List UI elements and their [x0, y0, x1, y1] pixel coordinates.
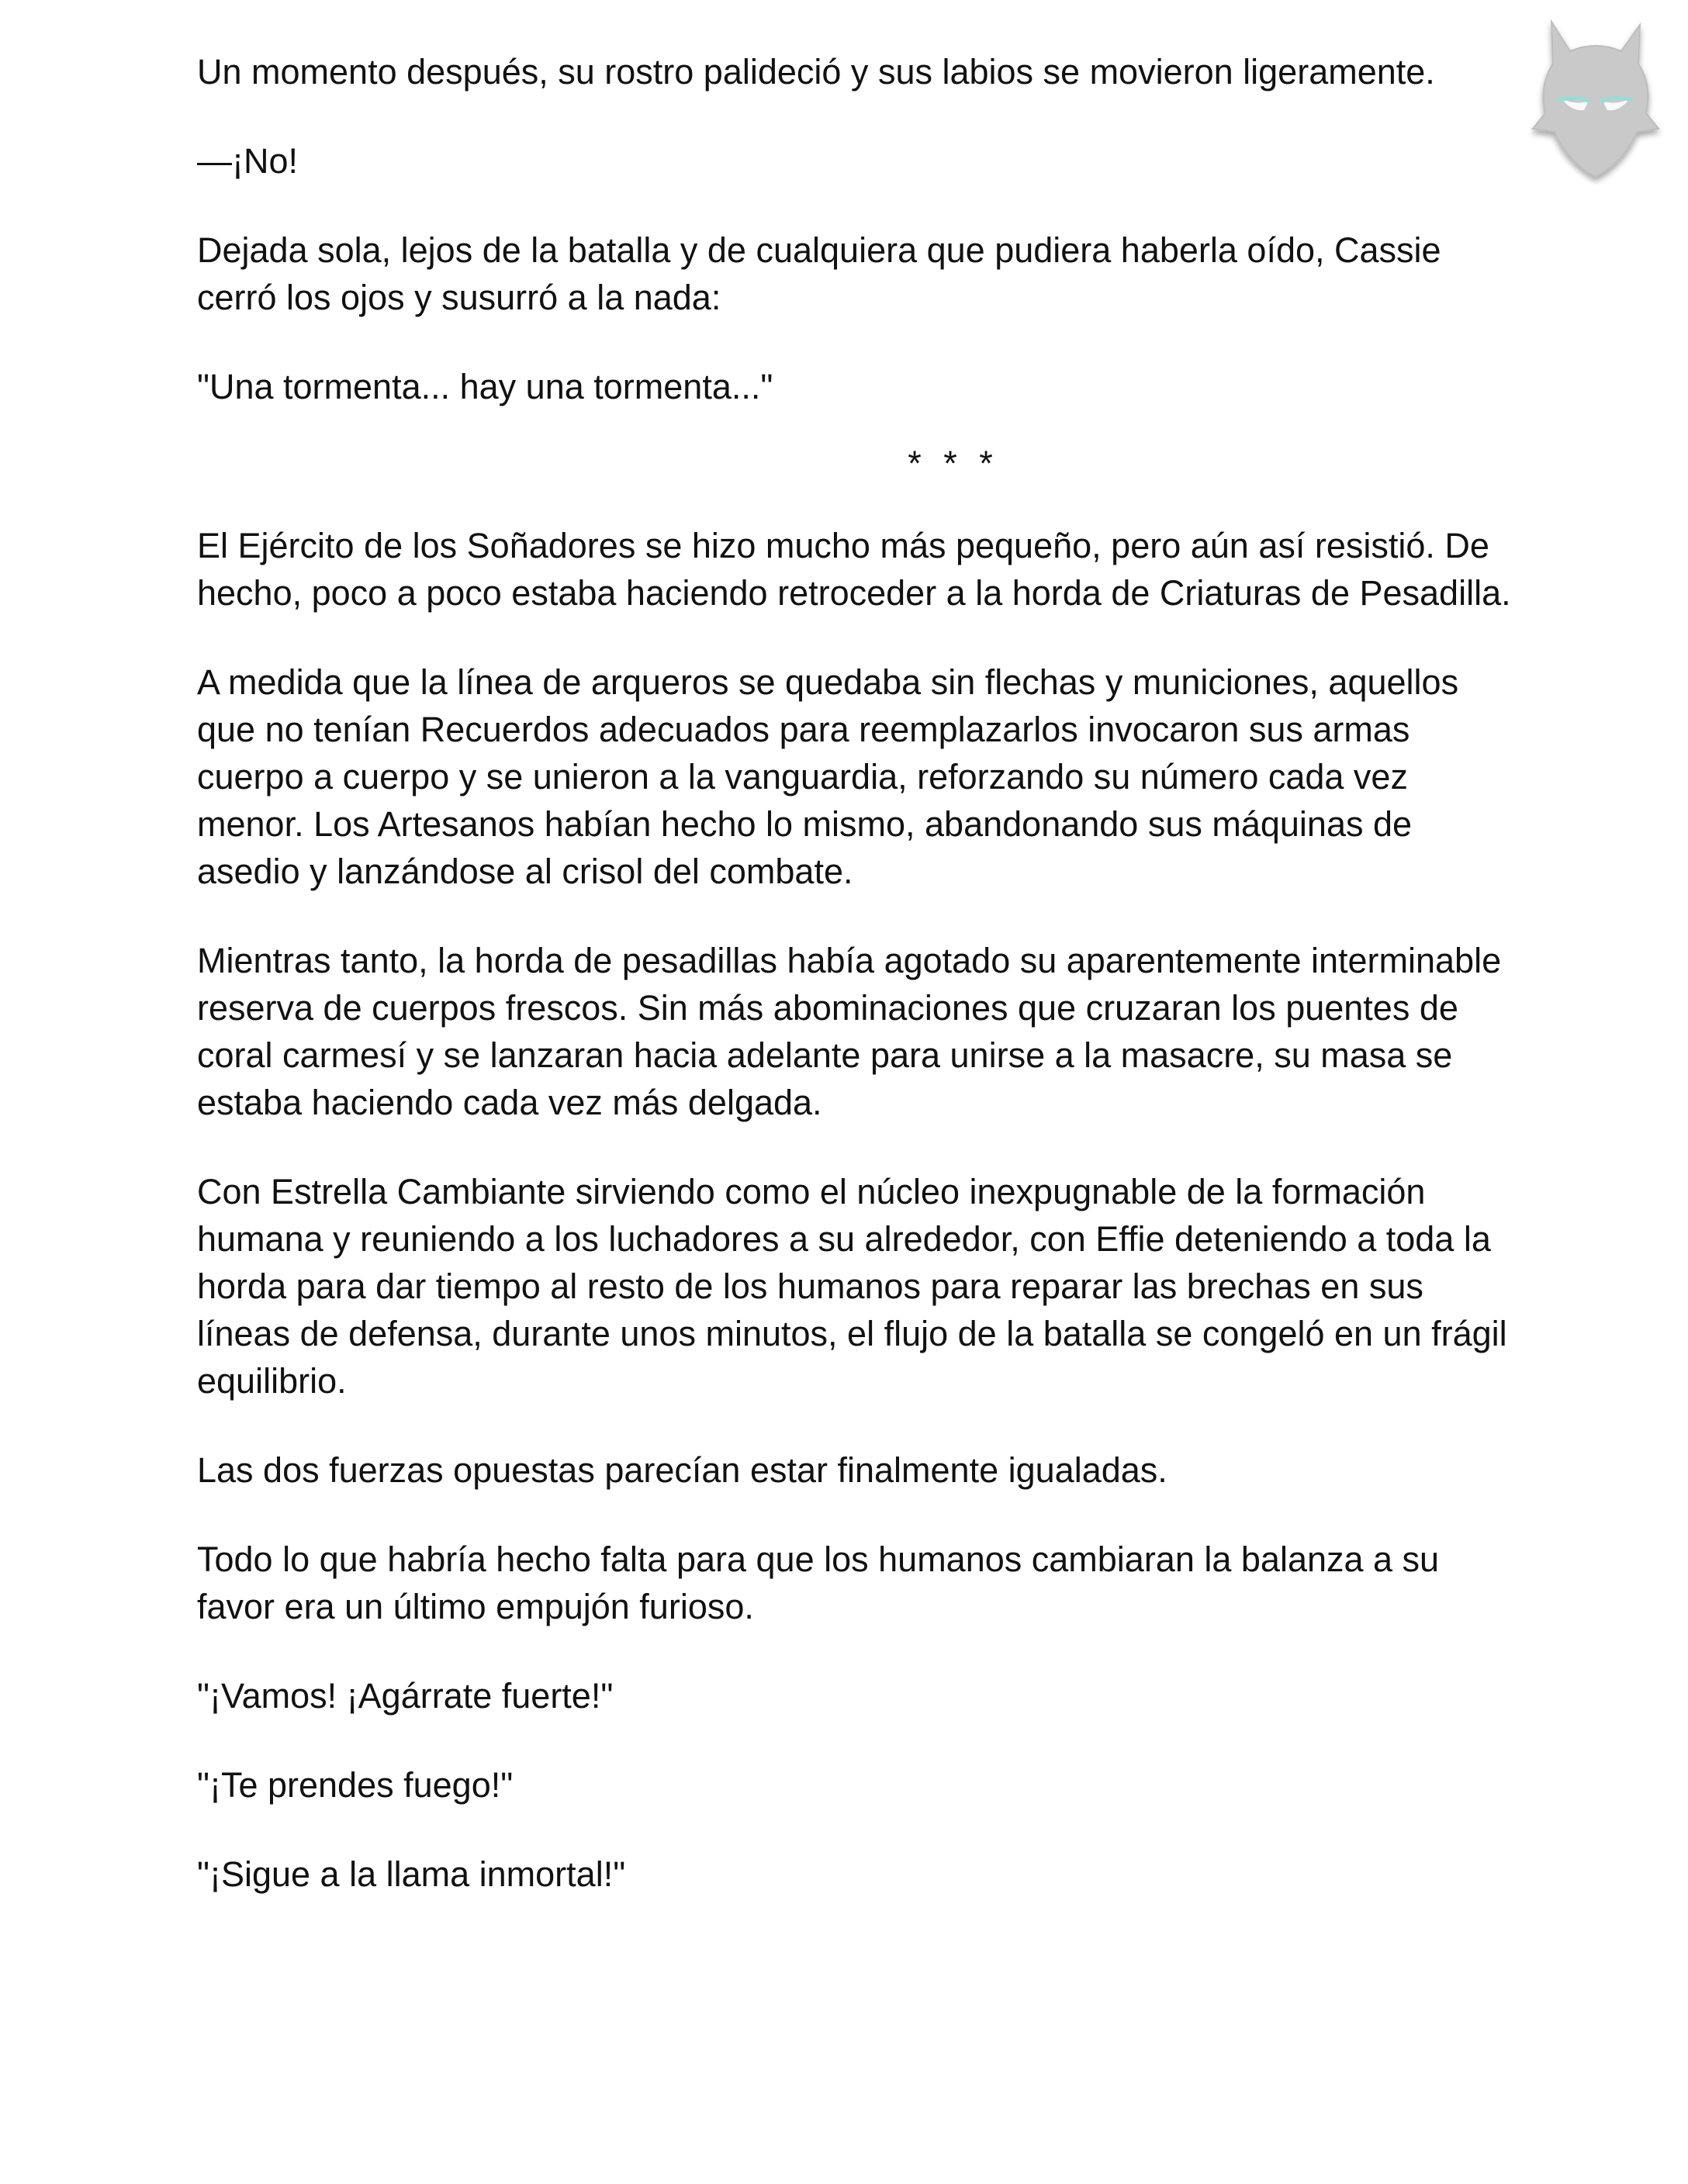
demon-head-logo-icon: [1522, 14, 1669, 185]
scene-separator: * * *: [908, 444, 999, 483]
paragraph: —¡No!: [197, 141, 299, 181]
paragraph: "¡Sigue a la llama inmortal!": [197, 1854, 626, 1894]
paragraph: Todo lo que habría hecho falta para que los humanos cambiaran la balanza a su favor era un último empujón furioso.: [197, 1540, 1440, 1626]
paragraph: Las dos fuerzas opuestas parecían estar finalmente igualadas.: [197, 1450, 1167, 1490]
paragraph: A medida que la línea de arqueros se quedaba sin flechas y municiones, aquellos que no tenían Recuerdos adecuados para reemplazarlos invocaron sus armas cuerpo a cuerpo y se unieron a la vanguardia, reforzando su número cada vez menor. Los Artesanos habían hecho lo mismo, abandonando sus máquinas de asedio y lanzándose al crisol del combate.: [197, 662, 1459, 891]
paragraph: Un momento después, su rostro palideció y sus labios se movieron ligeramente.: [197, 52, 1435, 92]
paragraph: "Una tormenta... hay una tormenta...": [197, 367, 773, 406]
paragraph: Dejada sola, lejos de la batalla y de cualquiera que pudiera haberla oído, Cassie cerró los ojos y susurró a la nada:: [197, 230, 1441, 317]
paragraph: "¡Vamos! ¡Agárrate fuerte!": [197, 1676, 614, 1716]
paragraph: El Ejército de los Soñadores se hizo mucho más pequeño, pero aún así resistió. De hecho, poco a poco estaba haciendo retroceder a la horda de Criaturas de Pesadilla.: [197, 526, 1511, 613]
paragraph: "¡Te prendes fuego!": [197, 1765, 514, 1805]
paragraph: Con Estrella Cambiante sirviendo como el núcleo inexpugnable de la formación humana y reuniendo a los luchadores a su alrededor, con Effie deteniendo a toda la horda para dar tiempo al resto de los humanos para reparar las brechas en sus líneas de defensa, durante unos minutos, el flujo de la batalla se congeló en un frágil equilibrio.: [197, 1172, 1507, 1401]
document-body: [197, 48, 1516, 1940]
paragraph: Mientras tanto, la horda de pesadillas había agotado su aparentemente interminable reserva de cuerpos frescos. Sin más abominaciones que cruzaran los puentes de coral carmesí y se lanzaran hacia adelante para unirse a la masacre, su masa se estaba haciendo cada vez más delgada.: [197, 941, 1502, 1122]
